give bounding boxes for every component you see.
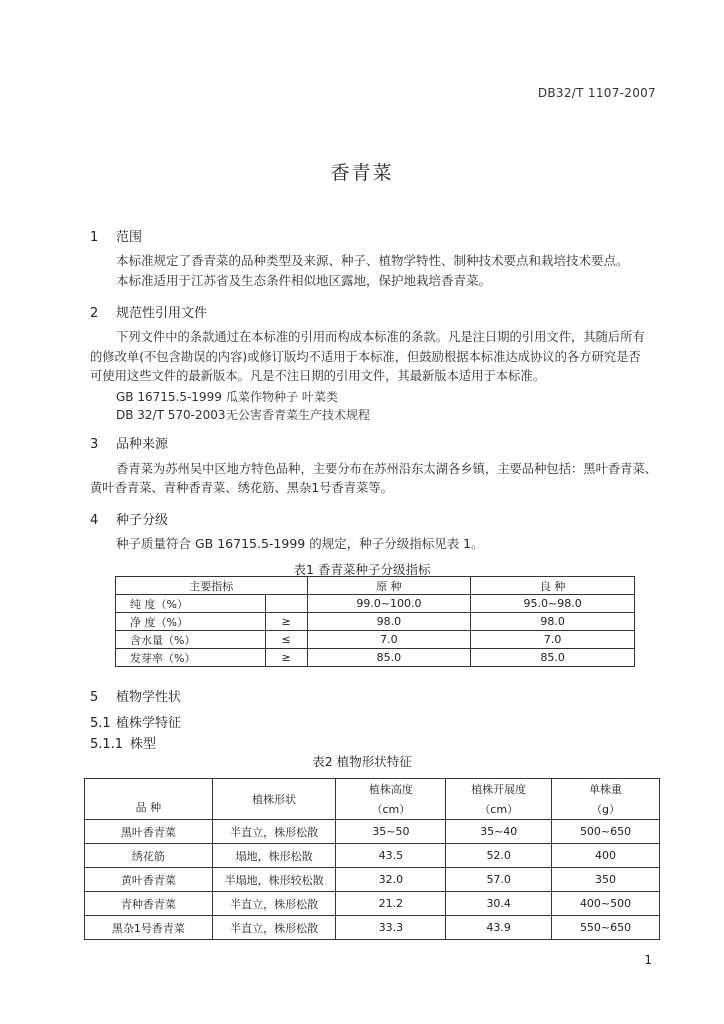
paragraph: 本标准适用于江苏省及生态条件相似地区露地，保护地栽培香青菜。 xyxy=(116,273,492,288)
table-header-row xyxy=(116,577,635,595)
original-seed-value: 99.0~100.0 xyxy=(307,595,471,613)
section-title: 品种来源 xyxy=(116,437,169,452)
improved-seed-value: 98.0 xyxy=(471,613,635,631)
original-seed-value: 98.0 xyxy=(307,613,471,631)
paragraph-line: 香青菜为苏州吴中区地方特色品种，主要分布在苏州沿东太湖各乡镇，主要品种包括：黑叶香青菜、 xyxy=(116,462,658,476)
indicator-operator xyxy=(265,595,307,613)
table-1-caption: 表1 香青菜种子分级指标 xyxy=(293,562,431,577)
table-row xyxy=(85,868,660,892)
section-title: 规范性引用文件 xyxy=(116,306,208,321)
section-5-1-1-heading xyxy=(90,733,156,752)
seed-grading-table xyxy=(115,576,635,667)
indicator-name: 含水量（%） xyxy=(116,631,266,649)
height-header: 植株高度 xyxy=(336,779,446,800)
section-number: 5.1 xyxy=(90,716,111,731)
table-row xyxy=(85,916,660,940)
section-number: 1 xyxy=(90,230,99,245)
table-header-row xyxy=(85,779,660,800)
section-number: 2 xyxy=(90,306,99,321)
weight-cell: 500~650 xyxy=(552,820,660,844)
spread-header: 植株开展度 xyxy=(446,779,552,800)
variety-cell: 青种香青菜 xyxy=(85,892,213,916)
variety-cell: 黑杂1号香青菜 xyxy=(85,916,213,940)
indicator-operator: ≥ xyxy=(265,613,307,631)
reference-code: GB 16715.5-1999 xyxy=(116,390,222,404)
section-title: 株型 xyxy=(130,737,157,752)
section-5-1-heading xyxy=(90,712,181,731)
spread-cell: 30.4 xyxy=(446,892,552,916)
variety-cell: 黄叶香青菜 xyxy=(85,868,213,892)
spread-unit: （cm） xyxy=(446,799,552,820)
section-title: 植株学特征 xyxy=(116,716,182,731)
section-2-heading xyxy=(90,302,207,321)
weight-cell: 400 xyxy=(552,844,660,868)
table-row xyxy=(116,613,635,631)
spread-cell: 57.0 xyxy=(446,868,552,892)
height-cell: 33.3 xyxy=(336,916,446,940)
section-number: 5 xyxy=(90,690,99,705)
variety-cell: 黑叶香青菜 xyxy=(85,820,213,844)
form-cell: 半直立，株形松散 xyxy=(212,916,336,940)
improved-seed-value: 95.0~98.0 xyxy=(471,595,635,613)
indicator-operator: ≤ xyxy=(265,631,307,649)
paragraph-line: 黄叶香青菜、青种香青菜、绣花筋、黑杂1号香青菜等。 xyxy=(90,481,393,495)
spread-cell: 52.0 xyxy=(446,844,552,868)
height-cell: 35~50 xyxy=(336,820,446,844)
indicator-name: 发芽率（%） xyxy=(116,649,266,667)
reference-item xyxy=(116,388,338,405)
section-title: 范围 xyxy=(116,230,143,245)
table-row xyxy=(85,844,660,868)
height-unit: （cm） xyxy=(336,799,446,820)
improved-seed-value: 85.0 xyxy=(471,649,635,667)
document-title: 香青菜 xyxy=(330,162,394,184)
table-row xyxy=(116,595,635,613)
table-header-cell: 原 种 xyxy=(307,577,471,595)
paragraph: 种子质量符合 GB 16715.5-1999 的规定，种子分级指标见表 1。 xyxy=(116,536,484,551)
table-row xyxy=(85,820,660,844)
section-title: 种子分级 xyxy=(116,513,169,528)
reference-item xyxy=(116,406,370,423)
table-row xyxy=(116,649,635,667)
height-cell: 32.0 xyxy=(336,868,446,892)
weight-unit: （g） xyxy=(552,799,660,820)
paragraph-line: 可使用这些文件的最新版本。凡是不注日期的引用文件，其最新版本适用于本标准。 xyxy=(90,369,545,383)
section-number: 4 xyxy=(90,513,99,528)
original-seed-value: 7.0 xyxy=(307,631,471,649)
reference-name: 瓜菜作物种子 叶菜类 xyxy=(226,390,338,404)
original-seed-value: 85.0 xyxy=(307,649,471,667)
plant-traits-table xyxy=(84,778,660,940)
height-cell: 21.2 xyxy=(336,892,446,916)
table-row xyxy=(85,892,660,916)
table-2-caption: 表2 植物形状特征 xyxy=(312,754,412,769)
table-row xyxy=(116,631,635,649)
improved-seed-value: 7.0 xyxy=(471,631,635,649)
weight-cell: 550~650 xyxy=(552,916,660,940)
table-header-cell: 主要指标 xyxy=(116,577,308,595)
spread-cell: 35~40 xyxy=(446,820,552,844)
reference-name: 无公害香青菜生产技术规程 xyxy=(226,408,371,422)
indicator-name: 纯 度（%） xyxy=(116,595,266,613)
form-cell: 半直立，株形松散 xyxy=(212,892,336,916)
spread-cell: 43.9 xyxy=(446,916,552,940)
section-1-heading xyxy=(90,226,142,245)
variety-cell: 绣花筋 xyxy=(85,844,213,868)
section-number: 3 xyxy=(90,437,99,452)
paragraph: 本标准规定了香青菜的品种类型及来源、种子、植物学特性、制种技术要点和栽培技术要点。 xyxy=(116,253,629,268)
section-title: 植物学性状 xyxy=(116,690,182,705)
table-header-cell: 良 种 xyxy=(471,577,635,595)
form-cell: 塌地，株形松散 xyxy=(212,844,336,868)
page-number: 1 xyxy=(644,953,652,967)
form-header: 植株形状 xyxy=(212,779,336,820)
form-cell: 半塌地，株形较松散 xyxy=(212,868,336,892)
reference-code: DB 32/T 570-2003 xyxy=(116,408,226,422)
section-3-heading xyxy=(90,433,168,452)
weight-cell: 400~500 xyxy=(552,892,660,916)
paragraph-line: 的修改单(不包含勘误的内容)或修订版均不适用于本标准，但鼓励根据本标准达成协议的各方研究是否 xyxy=(90,350,641,364)
section-number: 5.1.1 xyxy=(90,737,124,752)
form-cell: 半直立，株形松散 xyxy=(212,820,336,844)
section-5-heading xyxy=(90,686,181,705)
section-4-heading xyxy=(90,509,168,528)
standard-number: DB32/T 1107-2007 xyxy=(537,86,656,100)
weight-header: 单株重 xyxy=(552,779,660,800)
variety-header: 品 种 xyxy=(85,779,213,820)
paragraph-line: 下列文件中的条款通过在本标准的引用而构成本标准的条款。凡是注日期的引用文件，其随后所有 xyxy=(116,330,645,344)
weight-cell: 350 xyxy=(552,868,660,892)
indicator-operator: ≥ xyxy=(265,649,307,667)
height-cell: 43.5 xyxy=(336,844,446,868)
indicator-name: 净 度（%） xyxy=(116,613,266,631)
